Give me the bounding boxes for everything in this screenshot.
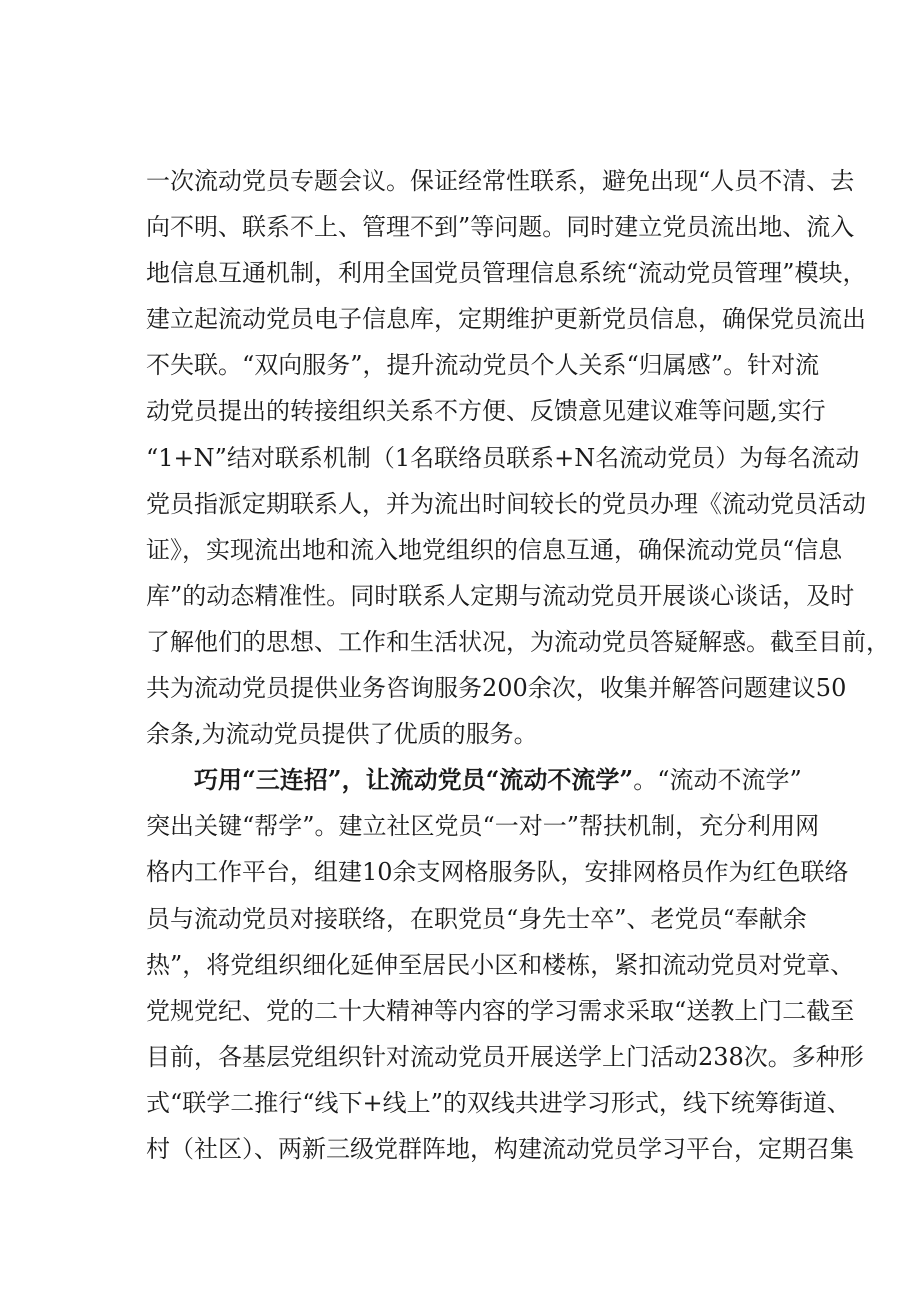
heading-continuation: 。“流动不流学” [633,766,802,795]
paragraph-2-line: 格内工作平台，组建10余支网格服务队，安排网格员作为红色联络 [146,858,849,887]
paragraph-1-line: 建立起流动党员电子信息库，定期维护更新党员信息，确保党员流出 [146,305,866,334]
paragraph-1-line: 证》，实现流出地和流入地党组织的信息互通，确保流动党员“信息 [146,535,843,564]
paragraph-1-line: 共为流动党员提供业务咨询服务200余次，收集并解答问题建议50 [146,674,847,703]
paragraph-1-line: 不失联。“双向服务”，提升流动党员个人关系“归属感”。针对流 [146,351,820,380]
paragraph-1-line: 库”的动态精准性。同时联系人定期与流动党员开展谈心谈话，及时 [146,581,855,610]
paragraph-1-line: 地信息互通机制，利用全国党员管理信息系统“流动党员管理”模块， [146,259,867,288]
paragraph-1-line: 余条,为流动党员提供了优质的服务。 [146,720,538,749]
paragraph-1-line: 动党员提出的转接组织关系不方便、反馈意见建议难等问题,实行 [146,397,826,426]
paragraph-1-line: 一次流动党员专题会议。保证经常性联系，避免出现“人员不清、去 [146,167,855,195]
paragraph-2-line: 员与流动党员对接联络，在职党员“身先士卒”、老党员“奉献余 [146,904,807,933]
paragraph-2-line: 目前，各基层党组织针对流动党员开展送学上门活动238次。多种形 [146,1042,864,1071]
paragraph-2-line: 党规党纪、党的二十大精神等内容的学习需求采取“送教上门二截至 [146,996,855,1025]
paragraph-1-line: 向不明、联系不上、管理不到”等问题。同时建立党员流出地、流入 [146,213,855,242]
paragraph-1-line: 了解他们的思想、工作和生活状况，为流动党员答疑解惑。截至目前， [146,627,890,656]
paragraph-1-line: 党员指派定期联系人，并为流出时间较长的党员办理《流动党员活动 [146,489,866,518]
paragraph-2-line: 村（社区）、两新三级党群阵地，构建流动党员学习平台，定期召集 [146,1134,854,1163]
paragraph-2-first-line [146,757,802,803]
paragraph-1-line: “1+N”结对联系机制（1名联络员联系+N名流动党员）为每名流动 [146,443,860,472]
paragraph-2-line: 式“联学二推行“线下+线上”的双线共进学习形式，线下统筹街道、 [146,1088,851,1117]
paragraph-2-line: 突出关键“帮学”。建立社区党员“一对一”帮扶机制，充分利用网 [146,812,820,841]
section-heading: 巧用“三连招”，让流动党员“流动不流学” [194,765,634,795]
body-text [146,158,890,1172]
paragraph-2-line: 热”，将党组织细化延伸至居民小区和楼栋，紧扣流动党员对党章、 [146,950,855,979]
